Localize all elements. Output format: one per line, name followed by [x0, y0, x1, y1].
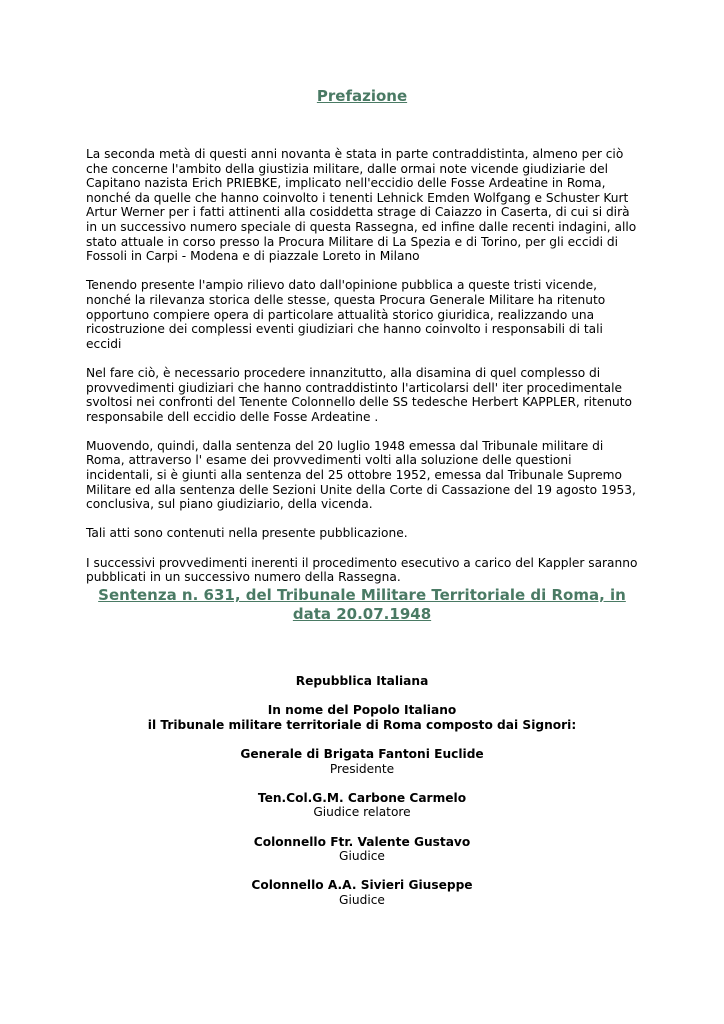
member-block	[0, 835, 724, 864]
preface-paragraph-3: Nel fare ciò, è necessario procedere innanzitutto, alla disamina di quel complesso di provvedimenti giudiziari che hanno contraddistinto l'articolarsi dell' iter procedimentale svoltosi nei confronti del Tenente Colonnello delle SS tedesche Herbert KAPPLER, ritenuto responsabile dell eccidio delle Fosse Ardeatine .	[86, 365, 633, 424]
court-composition	[0, 674, 724, 922]
preface-paragraph-4: Muovendo, quindi, dalla sentenza del 20 luglio 1948 emessa dal Tribunale militare di Roma, attraverso l' esame dei provvedimenti volti alla soluzione delle questioni incidentali, si è giunti alla sentenza del 25 ottobre 1952, emessa dal Tribunale Supremo Militare ed alla sentenza delle Sezioni Unite della Corte di Cassazione del 19 agosto 1953, conclusiva, sul piano giudiziario, della vicenda.	[86, 438, 636, 512]
preface-paragraph-6: I successivi provvedimenti inerenti il procedimento esecutivo a carico del Kappler saranno pubblicati in un successivo numero della Rassegna.	[86, 555, 638, 585]
member-name: Generale di Brigata Fantoni Euclide	[240, 746, 484, 761]
preface-paragraph-1: La seconda metà di questi anni novanta è stata in parte contraddistinta, almeno per ciò che concerne l'ambito della giustizia militare, dalle ormai note vicende giudiziarie del Capitano nazista Erich PRIEBKE, implicato nell'eccidio delle Fosse Ardeatine in Roma, nonché da quelle che hanno coinvolto i tenenti Lehnick Emden Wolfgang e Schuster Kurt Artur Werner per i fatti attinenti alla cosiddetta strage di Caiazzo in Caserta, di cui si dirà in un successivo numero speciale di questa Rassegna, ed infine dalle recenti indagini, allo stato attuale in corso presso la Procura Militare di La Spezia e di Torino, per gli eccidi di Fossoli in Carpi - Modena e di piazzale Loreto in Milano	[86, 147, 637, 264]
tribunal-block	[0, 703, 724, 732]
preface-paragraph-5: Tali atti sono contenuti nella presente pubblicazione.	[86, 526, 408, 541]
member-block	[0, 747, 724, 776]
preface-body	[86, 147, 642, 599]
republic-heading: Repubblica Italiana	[295, 674, 429, 688]
tribunal-line: il Tribunale militare territoriale di Roma composto dai Signori:	[147, 717, 577, 732]
preface-title: Prefazione	[316, 87, 408, 105]
republic-block	[0, 674, 724, 689]
member-role: Presidente	[329, 761, 395, 776]
member-role: Giudice	[339, 849, 385, 864]
member-block	[0, 791, 724, 820]
sentence-title: Sentenza n. 631, del Tribunale Militare Territoriale di Roma, in data 20.07.1948	[98, 586, 626, 623]
member-name: Ten.Col.G.M. Carbone Carmelo	[257, 790, 467, 805]
preface-paragraph-2: Tenendo presente l'ampio rilievo dato dall'opinione pubblica a queste tristi vicende, nonché la rilevanza storica delle stesse, questa Procura Generale Militare ha ritenuto opportuno compiere opera di particolare attualità storico giuridica, realizzando una ricostruzione dei complessi eventi giudiziari che hanno coinvolto i responsabili di tali eccidi	[86, 278, 606, 351]
member-role: Giudice relatore	[313, 805, 411, 820]
in-name-line: In nome del Popolo Italiano	[267, 703, 457, 718]
member-role: Giudice	[339, 892, 385, 907]
member-name: Colonnello A.A. Sivieri Giuseppe	[251, 878, 473, 893]
member-name: Colonnello Ftr. Valente Gustavo	[253, 834, 471, 849]
member-block	[0, 878, 724, 907]
